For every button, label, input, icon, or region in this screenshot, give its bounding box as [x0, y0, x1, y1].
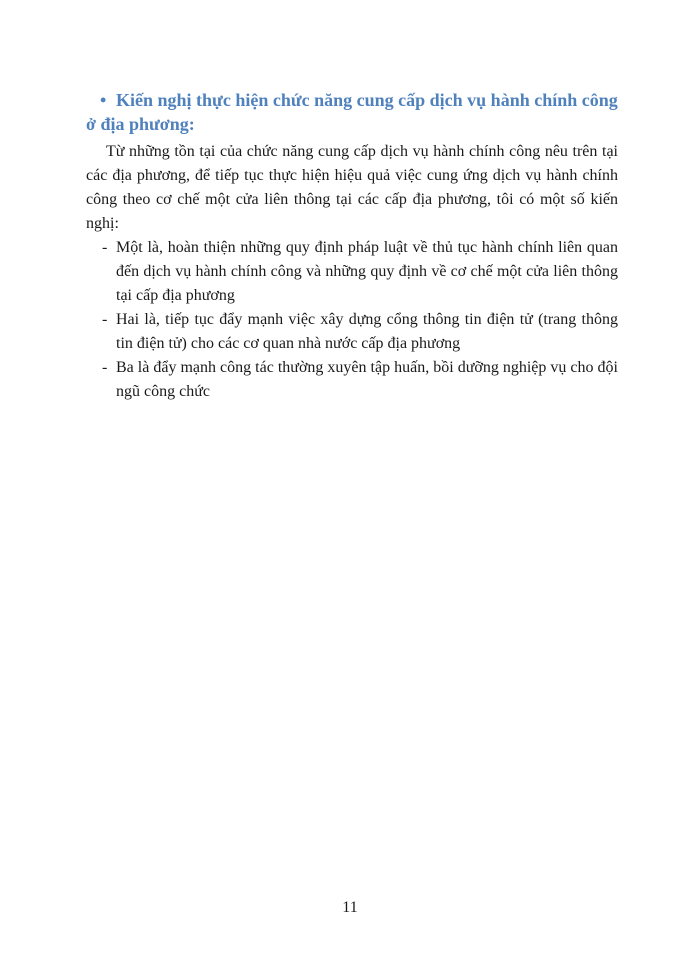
- dash-marker: -: [102, 359, 108, 376]
- dash-marker: -: [102, 239, 108, 256]
- list-item: [86, 236, 618, 308]
- intro-paragraph: Từ những tồn tại của chức năng cung cấp dịch vụ hành chính công nêu trên tại các địa phương, để tiếp tục thực hiện hiệu quả việc cung ứng dịch vụ hành chính công theo cơ chế một cửa liên thông tại các cấp địa phương, tôi có một số kiến nghị:: [86, 143, 618, 232]
- list-item-text: Hai là, tiếp tục đẩy mạnh việc xây dựng cổng thông tin điện tử (trang thông tin điện tử) cho các cơ quan nhà nước cấp địa phương: [116, 311, 618, 352]
- bullet-icon: •: [100, 90, 107, 110]
- list-item-text: Một là, hoàn thiện những quy định pháp luật về thủ tục hành chính liên quan đến dịch vụ hành chính công và những quy định về cơ chế một cửa liên thông tại cấp địa phương: [116, 239, 618, 304]
- list-item: [86, 308, 618, 356]
- page-number: 11: [342, 899, 358, 916]
- section-heading-text: Kiến nghị thực hiện chức năng cung cấp dịch vụ hành chính công ở địa phương:: [86, 90, 618, 134]
- list-item-text: Ba là đẩy mạnh công tác thường xuyên tập huấn, bồi dưỡng nghiệp vụ cho đội ngũ công chức: [116, 359, 618, 400]
- recommendation-list: [86, 236, 618, 404]
- page-content: [86, 88, 618, 404]
- list-item: [86, 356, 618, 404]
- section-heading: [86, 88, 618, 136]
- dash-marker: -: [102, 311, 108, 328]
